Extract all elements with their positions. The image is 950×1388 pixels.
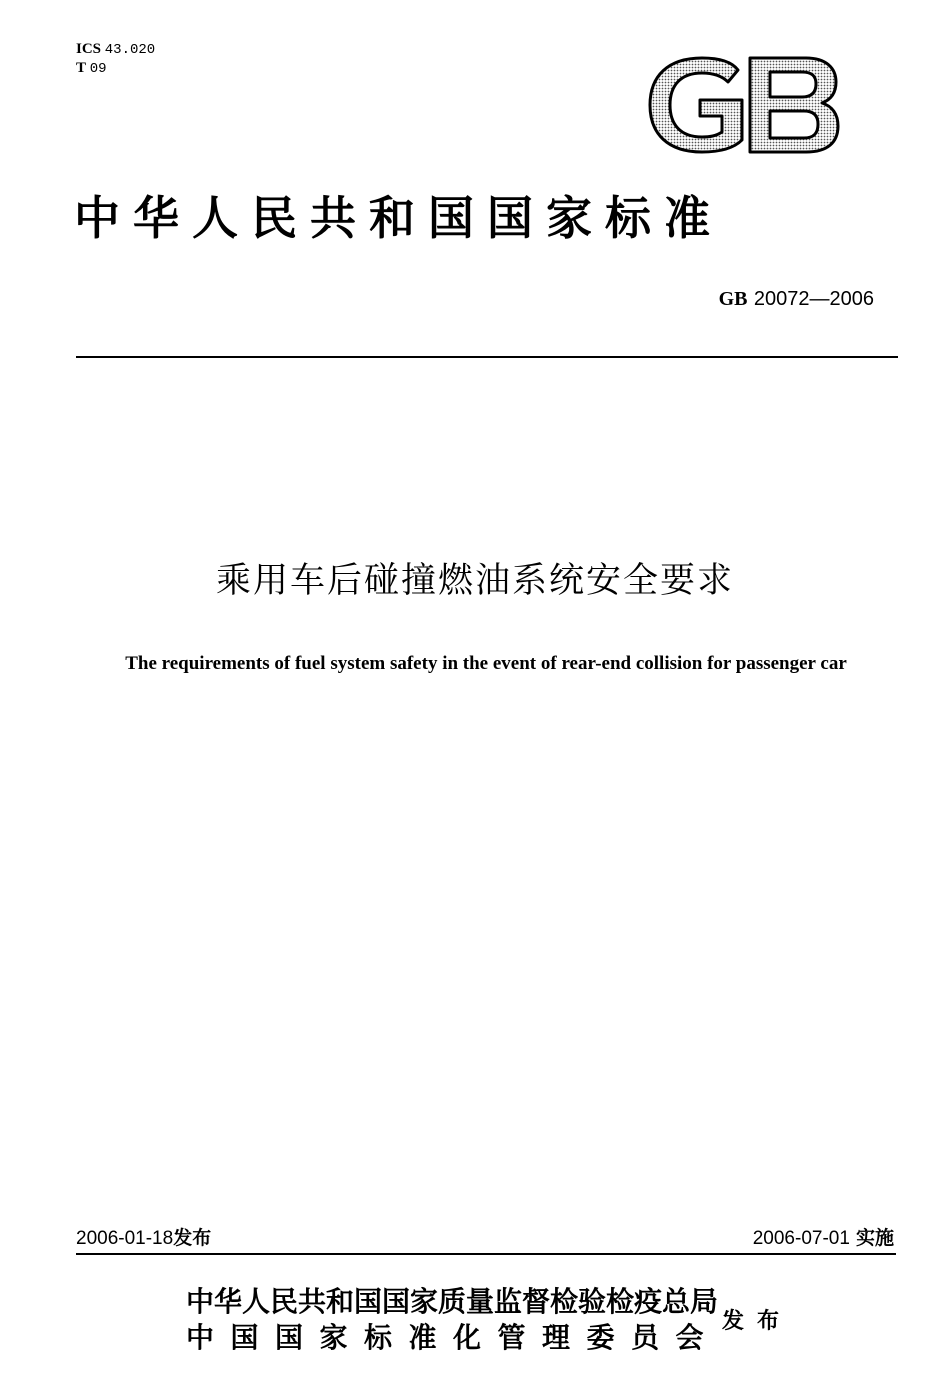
implementation-date-value: 2006-07-01 [752,1228,850,1249]
ics-line [76,40,155,59]
publish-label: 发布 [722,1309,793,1334]
document-title-english: The requirements of fuel system safety in the event of rear-end collision for passenger car [125,653,847,674]
top-divider [76,356,898,358]
standard-number-value: 20072—2006 [753,288,874,310]
issuer-sac: 中国国家标准化管理委员会 [186,1321,721,1354]
issue-date-value: 2006-01-18 [76,1228,174,1249]
category-line [76,59,155,78]
implementation-date [753,1223,894,1250]
implementation-date-word: 实施 [855,1227,894,1249]
classification-block [76,40,155,78]
ics-code: 43.020 [104,42,156,58]
bottom-divider [76,1253,896,1255]
document-title-chinese: 乘用车后碰撞燃油系统安全要求 [215,561,734,601]
standard-number-prefix: GB [718,288,748,310]
issuer-aqsiq: 中华人民共和国国家质量监督检验检疫总局 [186,1285,719,1318]
standard-title: 中华人民共和国国家标准 [74,191,723,245]
ics-label: ICS [76,41,102,57]
standard-number [719,286,874,311]
category-code: 09 [89,61,107,77]
category-label: T [76,60,87,76]
issue-date-word: 发布 [173,1227,212,1249]
gb-logo [646,54,842,156]
issue-date [76,1223,211,1250]
